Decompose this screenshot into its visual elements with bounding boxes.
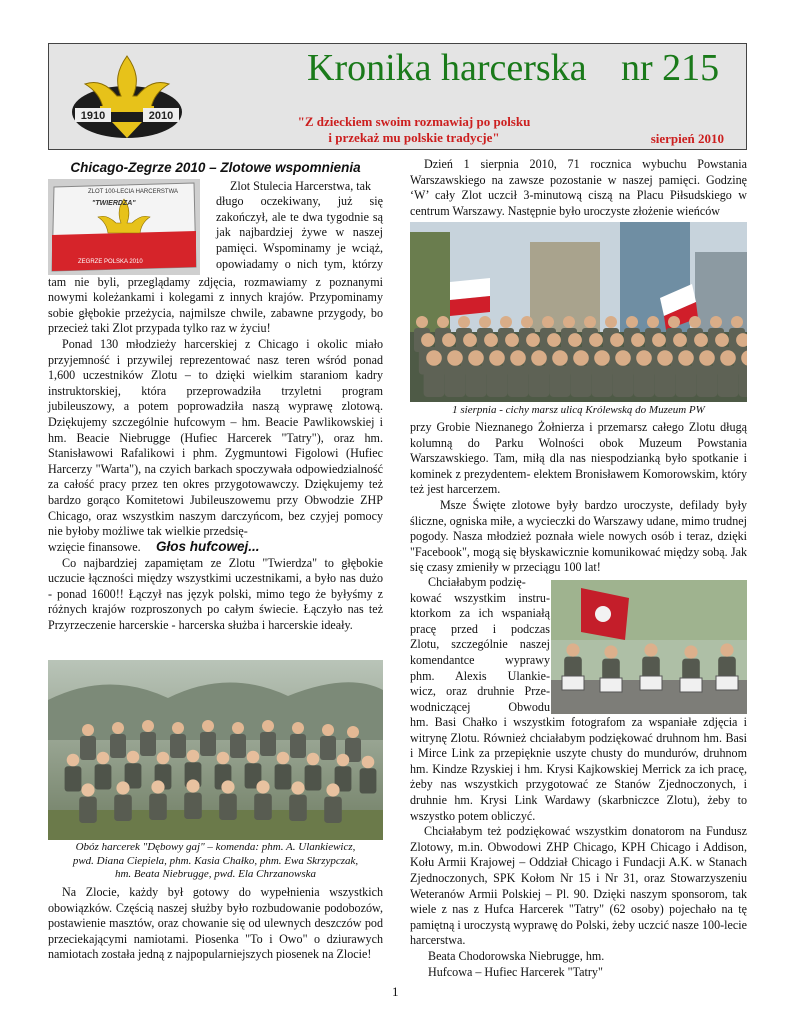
paragraph: Co najbardziej zapamiętam ze Zlotu "Twierdza" to głębokie uczucie łączności między wszystkimi uczestnikami, a było nas dużo - ponad 1600!! Łączył nas język polski, mimo tego że byłyśmy z różnych krajów rozproszonych po całym świecie. Łączyło nas też Przyrzeczenie harcerskie - harcerska służba i harcerskie ideały. — [48, 555, 383, 633]
wrap-line-7: wicz, oraz druhnie Prze- — [410, 684, 550, 699]
warsaw-march-photo — [410, 222, 747, 402]
wrap-line-3: pracę przed i podczas — [410, 621, 550, 636]
paragraph: przy Grobie Nieznanego Żołnierza i przemarsz całego Zlotu długą kolumną do Parku Wolności obok Muzeum Powstania Warszawskiego. Tam, miłą dla nas niespodzianką było spotkanie i kominek z prezydentem- elektem Bronisławem Komorowskim, który też jest harcerzem. — [410, 420, 747, 497]
caption-line: pwd. Diana Ciepiela, phm. Kasia Chałko, phm. Ewa Skrzypczak, — [72, 854, 359, 867]
drum-band-photo — [551, 580, 747, 714]
caption-line: Obóz harcerek "Dębowy gaj" – komenda: phm. A. Ulankiewicz, — [75, 841, 356, 853]
wrap-line-6: phm. Alexis Ulankie- — [410, 668, 550, 683]
paragraph: Dzień 1 sierpnia 2010, 71 rocznica wybuchu Powstania Warszawskiego na zawsze pozostanie w naszej pamięci. Godzinę ‘W’ cały Zlot uczcił 3-minutową ciszą na Placu Piłsudskiego w centrum Warszawy. Następnie było uroczyste złożenie wieńców — [410, 157, 747, 218]
issue-date: sierpień 2010 — [650, 131, 724, 146]
left-column-bottom — [48, 885, 383, 963]
article-heading: Chicago-Zegrze 2010 – Zlotowe wspomnienia — [70, 160, 361, 175]
motto-line: "Z dzieckiem swoim rozmawiaj po polsku — [297, 114, 531, 129]
wrap-line-0: Chciałabym podzię- — [428, 575, 526, 589]
wrap-line-3: jak najbardziej żywe w naszej — [216, 225, 383, 240]
left-column — [48, 160, 383, 634]
paragraph: tam nie byli, przeglądamy zdjęcia, rozmawiamy z poznanymi nowymi koleżankami i kolegami z innych krajów. Przypominamy sobie głębokie przeżycia, najmilsze chwile, zabawne przygody, bo przecież taki Zlot przypada tylko raz w życiu! — [48, 274, 383, 336]
wrap-text — [216, 179, 383, 273]
masthead — [48, 43, 747, 150]
march-photo-caption: 1 sierpnia - cichy marsz ulicą Królewską do Muzeum PW — [452, 404, 705, 416]
wrap-line-5: komendantce wyprawy — [410, 652, 550, 667]
wrap-line-4: Zlotu, szczególnie naszej — [410, 637, 550, 652]
wrap-line-5: opowiadamy o nich tym, którzy — [216, 256, 383, 271]
issue-number: nr 215 — [621, 47, 720, 89]
page-title: Kronika harcerska — [307, 47, 587, 89]
paragraph: Na Zlocie, każdy był gotowy do wypełnienia wszystkich obowiązków. Częścią naszej służby było rozbudowanie podobozów, postawienie masztów, oraz chowanie się od ulewnych deszczów pod przeciekającymi namiotami. Piosenka "To i Owo" o dziurawych namiotach została jedną z najpopularniejszych piosenek na Zlocie! — [48, 885, 383, 962]
patch-text: ZLOT 100-LECIA HARCERSTWA — [88, 188, 179, 195]
paragraph: hm. Basi Chałko i wszystkim fotografom za wspaniałe zdjęcia i witrynę Zlotu. Również chciałabym podziękować druhnom hm. Basi i Mirce Link za przepięknie uszyte chusty do mundurów, druhnom hm. Kindze Rzyskiej i hm. Krysi Kajkowskiej Merrick za ich pracę, żeby nas wszystkich przygotować ze Stanów Zjednoczonych, i druhnie hm. Krysi Link Wardawy (skarbniczce Zlotu), żeby to wszystko potem obliczyć. — [410, 715, 747, 823]
group-photo-caption — [48, 841, 383, 882]
logo-year-left: 1910 — [80, 110, 106, 122]
right-column-mid — [410, 420, 747, 576]
paragraph: Chciałabym też podziękować wszystkim donatorom na Fundusz Zlotowy, m.in. Obwodowi ZHP Chicago, KPH Chicago i Addison, Kołu Armii Krajowej – Oddział Chicago i Fundacji A.K. w Stanach Zjednoczonych, SPK Kołom Nr 15 i Nr 31, oraz Stowarzyszeniu Weteranów Armii Polskiej – Pl. 90. Dzięki naszym sponsorom, tak wiele z nas z Hufca Harcerek "Tatry" (62 osoby) pojechało na tę pamiętną i uroczystą wyprawę do Polski, żeby uczcić nasze 100-lecie harcerstwa. — [410, 824, 747, 948]
signature-name: Beata Chodorowska Niebrugge, hm. — [428, 948, 605, 963]
wrap-line-2: zakończył, ale te dwa tygodnie są — [216, 209, 383, 224]
wrap-line-2: ktorkom za ich wspaniałą — [410, 606, 550, 621]
zhp-centenary-logo — [67, 50, 187, 145]
motto-line: i przekaż mu polskie tradycje" — [328, 130, 500, 145]
wrap-text-right — [410, 575, 550, 715]
wrap-line-8: wodniczącej Obwodu — [410, 699, 550, 714]
right-column — [410, 157, 747, 219]
logo-year-right: 2010 — [148, 110, 174, 122]
paragraph: Ponad 130 młodzieży harcerskiej z Chicago i okolic miało przyjemność i przywilej reprezentować nasz teren wśród ponad 1,600 uczestników Zlotu – to dzięki wielkim staraniom kadry instruktorskiej, która przeprowadziła trzyletni program jubileuszowy, a potem poprowadziła naszą wyprawę zlotową. Dziękujemy szczególnie hufcowym – hm. Beacie Pawlikowskiej i hm. Beacie Niebrugge (Hufiec Harcerek "Tatry"), oraz hm. Stanisławowi Rafalikowi i phm. Zygmuntowi Figolowi (Hufiec Harcerzy "Warta"), na czyich barkach spoczywała odpowiedzialność za całość pracy przez ten okres przygotowawczy. Dziękujemy też bardzo gorąco Komitetowi Jubileuszowemu przy Obwodzie ZHP Chicago, oraz wszystkim naszym darczyńcom, bez czyjej pomocy nie byłoby możliwe tak wielkie przedsię- — [48, 336, 383, 539]
wrap-line-0: Zlot Stulecia Harcerstwa, tak — [230, 178, 372, 193]
page-number: 1 — [392, 984, 399, 999]
motto — [249, 114, 579, 146]
right-column-bottom — [410, 715, 747, 980]
wrap-line-4: pamięci. Wspominamy je wciąż, — [216, 240, 383, 255]
wrap-line-1: długo oczekiwany, już się — [216, 194, 383, 209]
article-heading-hufcowa: Głos hufcowej... — [156, 538, 260, 554]
troop-group-photo — [48, 660, 383, 840]
logo-org: ZHP — [119, 111, 135, 120]
signature-role: Hufcowa – Hufiec Harcerek "Tatry" — [428, 964, 603, 979]
paragraph-end: wzięcie finansowe. — [48, 539, 141, 554]
paragraph: Msze Święte zlotowe były bardzo uroczyste, defilady były śliczne, ogniska miłe, a wycieczki do Warszawy udane, mimo trudnej pogody. Nasza młodzież poznała wiele nowych osób i teraz, dzięki "Facebook", mogą się błyskawicznie komunikować między sobą. Jak się czasy zmieniły w przeciągu 100 lat! — [410, 497, 747, 575]
patch-text: "TWIERDZA" — [92, 199, 136, 207]
jamboree-patch-photo — [48, 179, 200, 275]
caption-line: hm. Beata Niebrugge, pwd. Ela Chrzanowska — [114, 868, 317, 881]
patch-text: ZEGRZE POLSKA 2010 — [78, 258, 143, 265]
wrap-line-1: kować wszystkim instru- — [410, 590, 550, 605]
